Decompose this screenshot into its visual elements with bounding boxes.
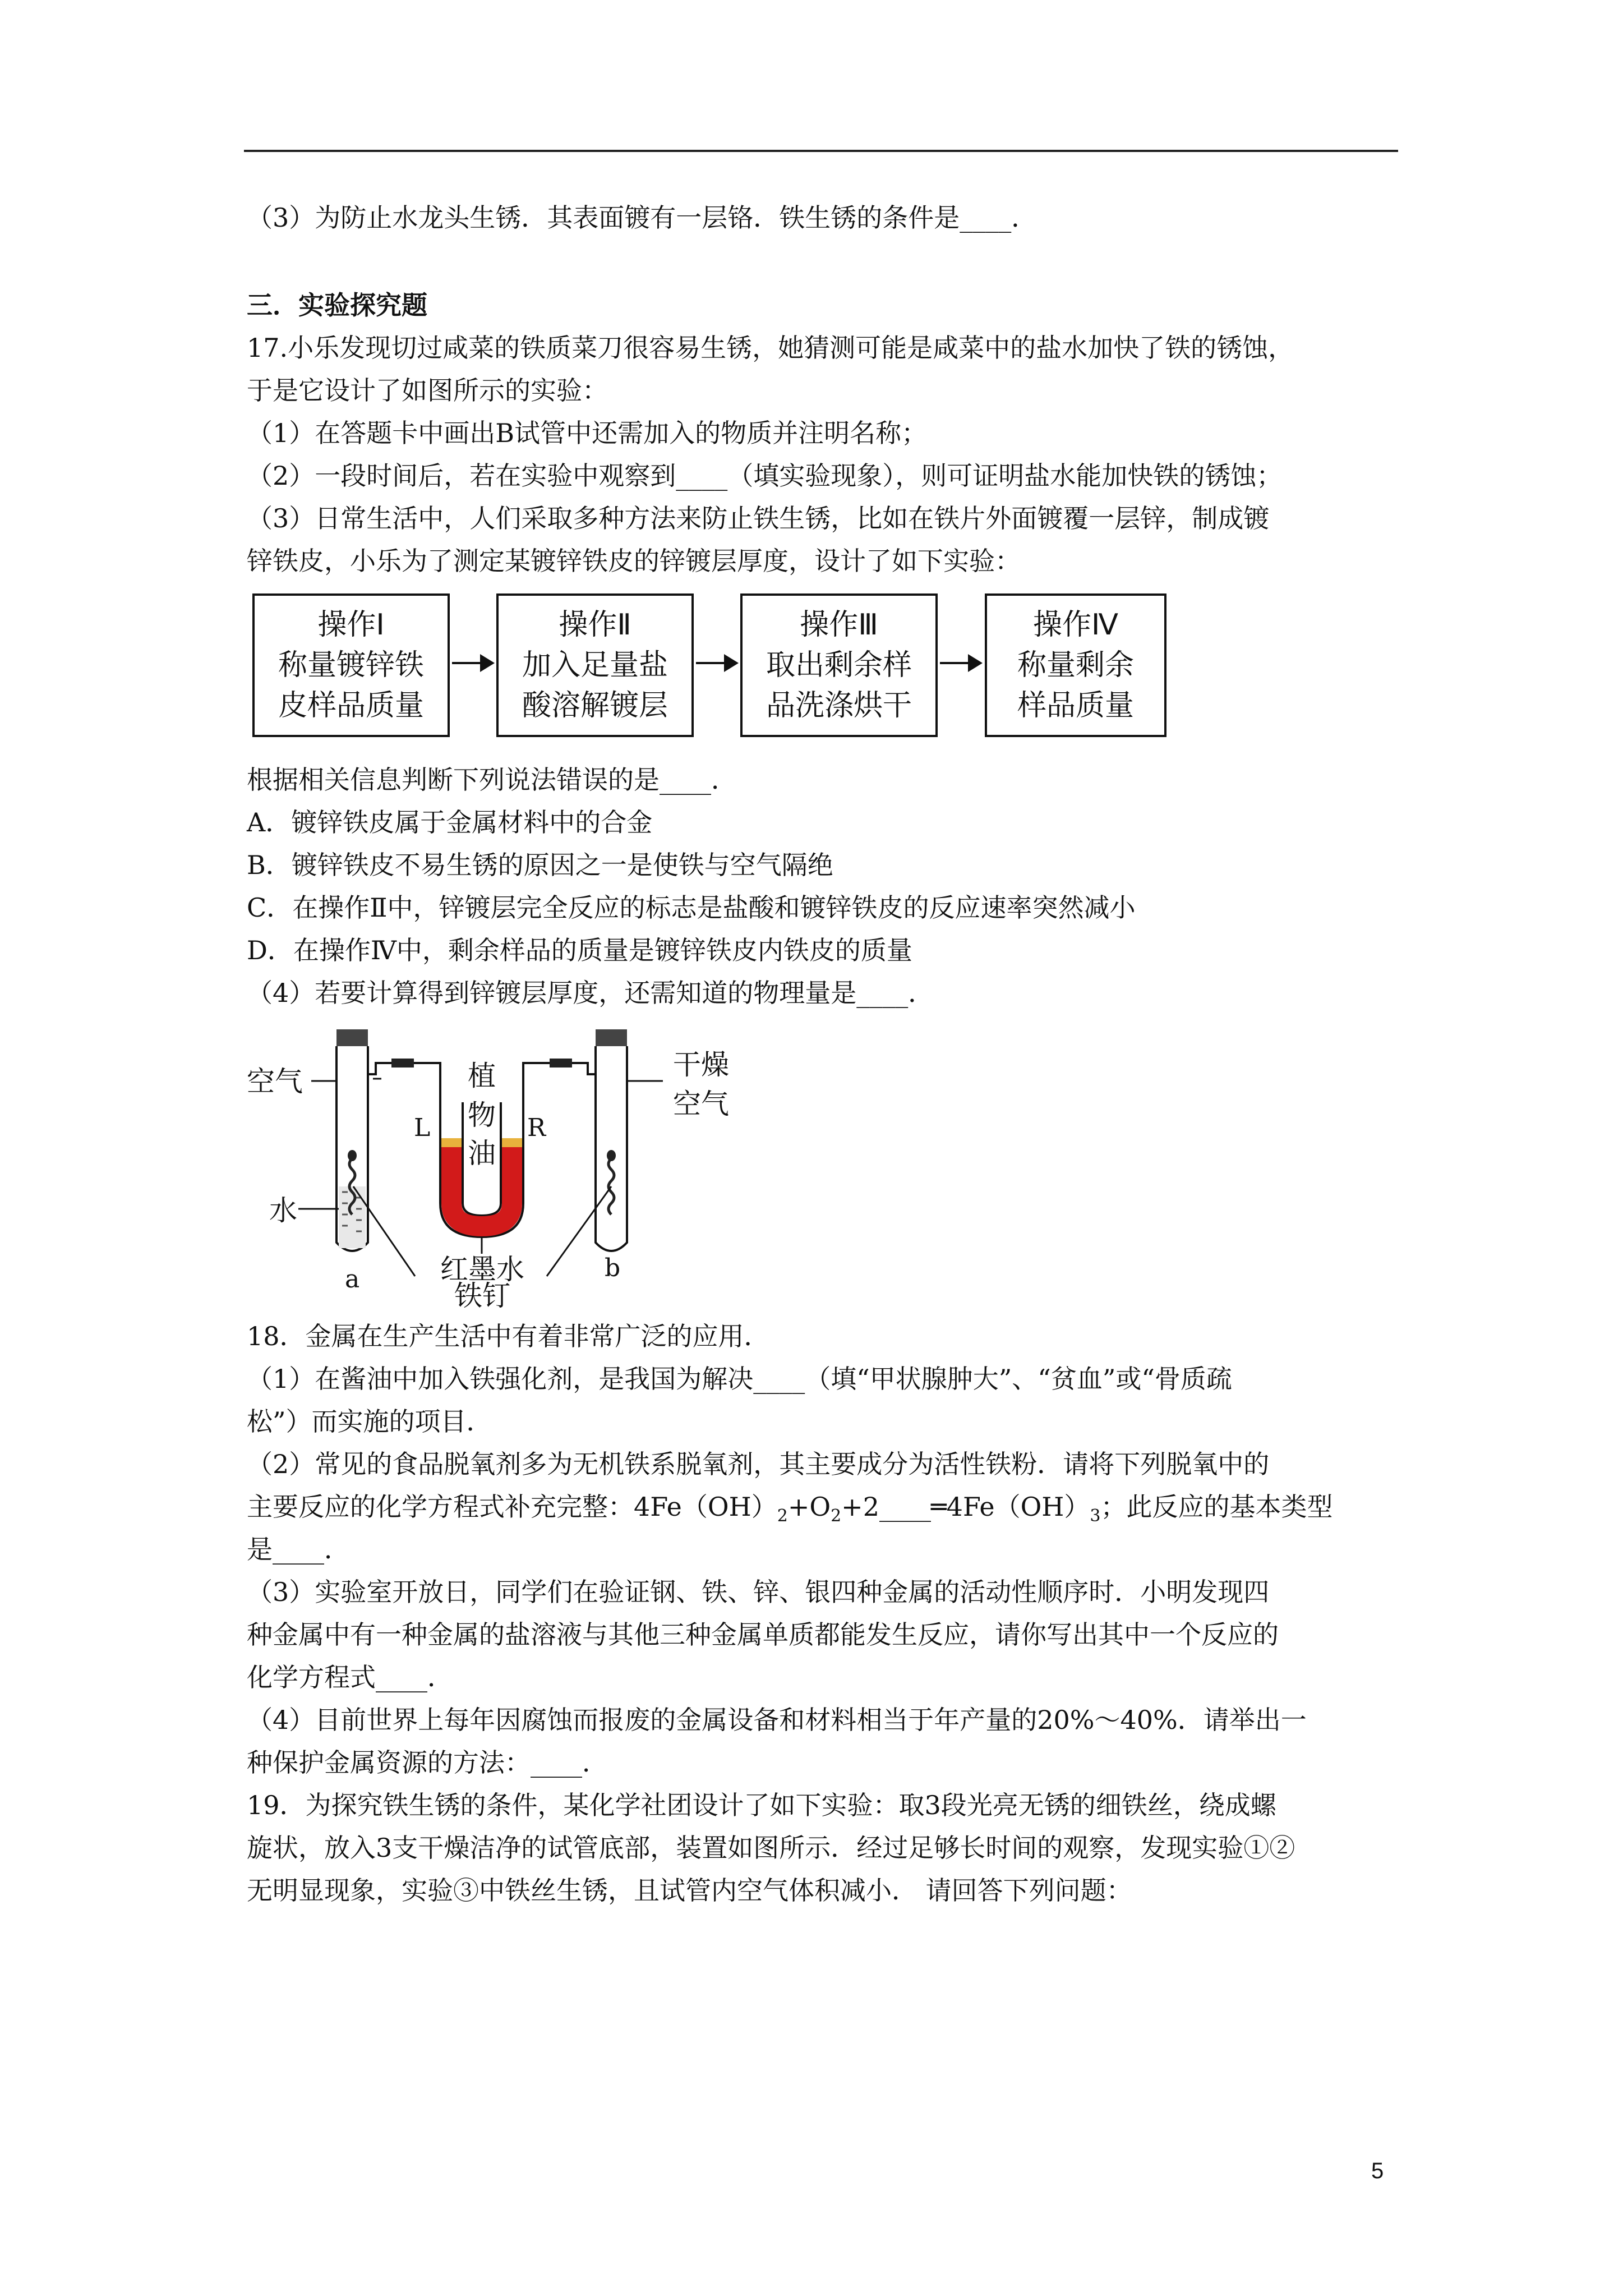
label-veg-3: 油 xyxy=(468,1137,496,1170)
q18-eq-part-a: 主要反应的化学方程式补充完整：4Fe（OH） xyxy=(247,1492,777,1522)
flow-arrow-2 xyxy=(696,662,736,664)
q17-option-b: B．镀锌铁皮不易生锈的原因之一是使铁与空气隔绝 xyxy=(247,850,833,880)
q18-part1-line2: 松”）而实施的项目． xyxy=(247,1406,492,1437)
label-dry-2: 空气 xyxy=(673,1088,729,1120)
label-b: b xyxy=(605,1254,621,1282)
flow-step-1-line2: 称量镀锌铁 xyxy=(278,648,424,682)
tube-b xyxy=(596,1029,627,1251)
label-l: L xyxy=(414,1114,431,1142)
q17-part3-line2: 锌铁皮，小乐为了测定某镀锌铁皮的锌镀层厚度，设计了如下实验： xyxy=(247,546,1021,576)
flow-step-4-title: 操作Ⅳ xyxy=(1033,608,1118,642)
label-r: R xyxy=(527,1114,546,1142)
tube-a xyxy=(336,1029,368,1251)
q18-part3-line2: 种金属中有一种金属的盐溶液与其他三种金属单质都能发生反应，请你写出其中一个反应的 xyxy=(247,1619,1279,1650)
label-veg-1: 植 xyxy=(468,1060,496,1092)
test-tube-apparatus-diagram xyxy=(247,1018,763,1310)
q18-part4-line1: （4）目前世界上每年因腐蚀而报废的金属设备和材料相当于年产量的20%～40%．请举出一 xyxy=(247,1705,1307,1735)
flow-step-2-line2: 加入足量盐 xyxy=(522,648,668,682)
q17-part1: （1）在答题卡中画出B试管中还需加入的物质并注明名称； xyxy=(247,418,928,448)
q17-part2: （2）一段时间后，若在实验中观察到____（填实验现象），则可证明盐水能加快铁的锈蚀； xyxy=(247,461,1283,491)
flow-step-2-line3: 酸溶解镀层 xyxy=(522,689,668,723)
label-air: 空气 xyxy=(247,1065,303,1098)
q18-eq-sub-1: 2 xyxy=(777,1506,788,1526)
q17-stem-line1: 17.小乐发现切过咸菜的铁质菜刀很容易生锈，她猜测可能是咸菜中的盐水加快了铁的锈蚀， xyxy=(247,333,1294,363)
flow-step-1-title: 操作Ⅰ xyxy=(317,608,385,642)
label-a: a xyxy=(345,1265,360,1294)
label-iron-nail: 铁钉 xyxy=(454,1280,510,1310)
flow-step-1 xyxy=(252,593,450,737)
page-number: 5 xyxy=(1371,2159,1384,2183)
flow-step-3 xyxy=(740,593,938,737)
q18-eq-part-d: ；此反应的基本类型 xyxy=(1100,1492,1333,1522)
q17-option-d: D．在操作Ⅳ中，剩余样品的质量是镀锌铁皮内铁皮的质量 xyxy=(247,935,912,965)
procedure-flowchart xyxy=(247,593,1172,745)
flow-step-2-title: 操作Ⅱ xyxy=(559,608,631,642)
q16-part3: （3）为防止水龙头生锈．其表面镀有一层铬．铁生锈的条件是____． xyxy=(247,203,1038,233)
label-water: 水 xyxy=(269,1194,297,1227)
q18-part2-line1: （2）常见的食品脱氧剂多为无机铁系脱氧剂，其主要成分为活性铁粉．请将下列脱氧中的 xyxy=(247,1449,1270,1479)
q18-eq-part-c: +2____═4Fe（OH） xyxy=(841,1492,1090,1522)
flow-step-2 xyxy=(496,593,694,737)
label-veg-2: 物 xyxy=(468,1099,496,1131)
q18-part2-line3: 是____． xyxy=(247,1534,350,1565)
q18-part4-line2: 种保护金属资源的方法：____． xyxy=(247,1747,608,1778)
oil-layer-left xyxy=(441,1138,462,1147)
q19-line1: 19．为探究铁生锈的条件，某化学社团设计了如下实验：取3段光亮无锈的细铁丝，绕成螺 xyxy=(247,1790,1276,1820)
clamp-left xyxy=(391,1059,414,1068)
q19-line2: 旋状，放入3支干燥洁净的试管底部，装置如图所示．经过足够长时间的观察，发现实验①② xyxy=(247,1833,1295,1863)
section-title: 三．实验探究题 xyxy=(247,290,427,320)
flow-step-3-line3: 品洗涤烘干 xyxy=(766,689,912,723)
flow-arrow-1 xyxy=(452,662,492,664)
header-rule xyxy=(244,150,1398,152)
q18-part3-line3: 化学方程式____． xyxy=(247,1662,453,1692)
q17-part3-line1: （3）日常生活中，人们采取多种方法来防止铁生锈，比如在铁片外面镀覆一层锌，制成镀 xyxy=(247,503,1270,533)
flow-step-3-title: 操作Ⅲ xyxy=(800,608,878,642)
flow-step-4-line3: 样品质量 xyxy=(1017,689,1134,723)
q17-option-a: A．镀锌铁皮属于金属材料中的合金 xyxy=(247,807,653,838)
q18-eq-sub-2: 2 xyxy=(831,1506,842,1526)
flow-arrow-3 xyxy=(940,662,980,664)
tube-b-stopper xyxy=(596,1029,627,1046)
q17-stem-line2: 于是它设计了如图所示的实验： xyxy=(247,375,608,406)
q18-eq-sub-3: 3 xyxy=(1090,1506,1101,1526)
tube-a-stopper xyxy=(336,1029,368,1046)
q18-stem: 18．金属在生产生活中有着非常广泛的应用． xyxy=(247,1321,770,1351)
q17-part4: （4）若要计算得到锌镀层厚度，还需知道的物理量是____． xyxy=(247,978,934,1008)
clamp-right xyxy=(550,1059,572,1068)
label-dry-1: 干燥 xyxy=(673,1048,729,1081)
tube-a-water xyxy=(339,1186,366,1248)
flow-step-4 xyxy=(985,593,1166,737)
q18-part1-line1: （1）在酱油中加入铁强化剂，是我国为解决____（填“甲状腺肿大”、“贫血”或“骨质疏 xyxy=(247,1364,1232,1394)
q18-part2-line2 xyxy=(247,1489,1333,1534)
q17-option-c: C．在操作Ⅱ中，锌镀层完全反应的标志是盐酸和镀锌铁皮的反应速率突然减小 xyxy=(247,892,1136,923)
q17-judge: 根据相关信息判断下列说法错误的是____． xyxy=(247,765,737,795)
flow-step-1-line3: 皮样品质量 xyxy=(278,689,424,723)
oil-layer-right xyxy=(502,1138,522,1147)
flow-step-3-line2: 取出剩余样 xyxy=(766,648,912,682)
q18-eq-part-b: +O xyxy=(787,1492,831,1522)
q18-part3-line1: （3）实验室开放日，同学们在验证钢、铁、锌、银四种金属的活动性顺序时．小明发现四 xyxy=(247,1577,1270,1607)
flow-step-4-line2: 称量剩余 xyxy=(1017,648,1134,682)
q19-line3: 无明显现象，实验③中铁丝生锈，且试管内空气体积减小． 请回答下列问题： xyxy=(247,1875,1132,1906)
label-red-ink: 红墨水 xyxy=(440,1253,524,1286)
